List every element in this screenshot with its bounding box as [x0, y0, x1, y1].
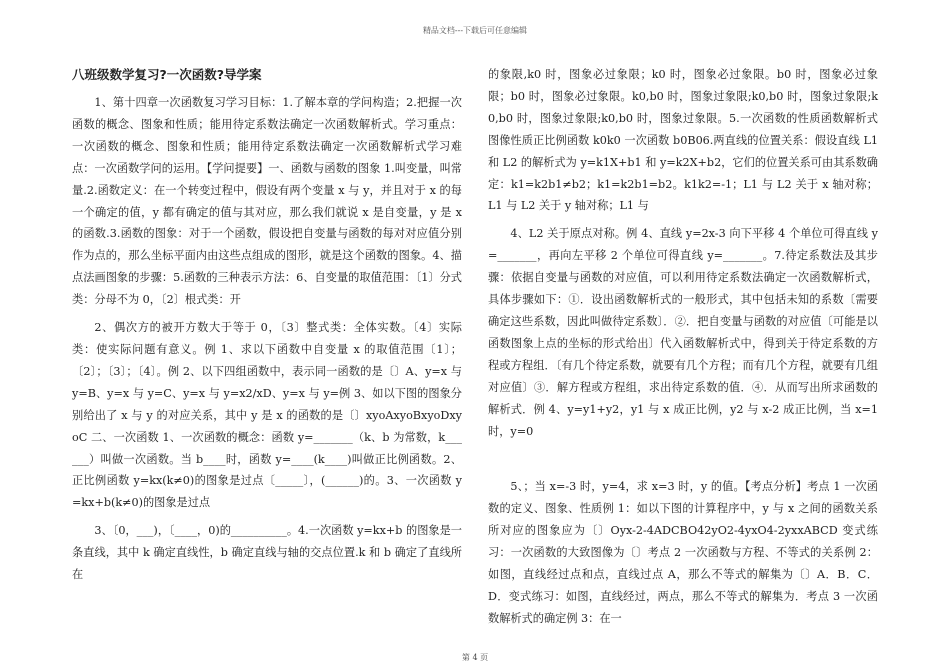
left-column [72, 64, 462, 586]
page-header: 精品文档---下载后可任意编辑 [422, 26, 528, 35]
paragraph-continued: 的象限,k0 时，图象必过象限；k0 时，图象必过象限。b0 时，图象必过象限；b0 时，图象必过象限。k0,b0 时，图象过象限;k0,b0 时，图象过象限;k0,b0 时，图象过象限;k0,b0 时，图象过象限。5.一次函数的性质函数解析式图像性质正比例函数 k0k0 一次函数 b0B06.两直线的位置关系：假设直线 L1 和 L2 的解析式为 y=k1X+b1 和 y=k2X+b2，它们的位置关系可由其系数确定：k1=k2b1≠b2；k1=k2b1=b2。k1k2=-1；L1 与 L2 关于 x 轴对称；L1 与 L2 关于 y 轴对称；L1 与 [488, 68, 878, 213]
paragraph-5: 5、；当 x=-3 时，y=4，求 x=3 时，y 的值。【考点分析】考点 1 一次函数的定义、图象、性质例 1：如以下图的计算程序中，y 与 x 之间的函数关系所对应的图象应为〔〕Oyx-2-4ADCBO42yO2-4yxO4-2yxxABCD 变式练习：一次函数的大致图像为〔〕考点 2 一次函数与方程、不等式的关系例 2：如图，直线经过点和点，直线过点 A，那么不等式的解集为〔〕A．B．C．D．变式练习：如图，直线经过，两点，那么不等式的解集为．考点 3 一次函数解析式的确定例 3：在一 [488, 480, 878, 625]
paragraph-3: 3、〔0，___)，〔____，0)的__________。4.一次函数 y=kx+b 的图象是一条直线，其中 k 确定直线性，b 确定直线与轴的交点位置.k 和 b 确定了直线所在 [72, 524, 462, 582]
right-column [488, 64, 878, 630]
page-number: 第 4 页 [461, 653, 489, 662]
document-title: 八班级数学复习?一次函数?导学案 [72, 67, 262, 82]
paragraph-1: 1、第十四章一次函数复习学习目标：1.了解本章的学问构造；2.把握一次函数的概念、图象和性质；能用待定系数法确定一次函数解析式。学习重点：一次函数的概念、图象和性质；能用待定系数法确定一次函数解析式学习难点：一次函数学问的运用。【学问提要】一、函数与函数的图象 1.叫变量，叫常量.2.函数定义：在一个转变过程中，假设有两个变量 x 与 y，并且对于 x 的每一个确定的值，y 都有确定的值与其对应，那么我们就说 x 是自变量，y 是 x 的函数.3.函数的图象：对于一个函数，假设把自变量与函数的每对对应值分别作为点的，那么坐标平面内由这些点组成的图形，就是这个函数的图象。4、描点法画图象的步骤：5.函数的三种表示方法：6、自变量的取值范围：〔1〕分式类：分母不为 0，〔2〕根式类：开 [72, 96, 462, 307]
paragraph-4: 4、L2 关于原点对称。例 4、直线 y=2x-3 向下平移 4 个单位可得直线 y=_______，再向左平移 2 个单位可得直线 y=_______。7.待定系数法及其步骤：依据自变量与函数的对应值，可以利用待定系数法确定一次函数解析式，具体步骤如下：①．设出函数解析式的一般形式，其中包括未知的系数〔需要确定这些系数，因此叫做待定系数〕．②．把自变量与函数的对应值〔可能是以函数图象上点的坐标的形式给出〕代入函数解析式中，得到关于待定系数的方程或方程组．〔有几个待定系数，就要有几个方程；而有几个方程，就要有几组对应值〕③．解方程或方程组，求出待定系数的值．④．从而写出所求函数的解析式．例 4、y=y1+y2，y1 与 x 成正比例，y2 与 x-2 成正比例，当 x=1 时，y=0 [488, 227, 878, 438]
paragraph-2: 2、偶次方的被开方数大于等于 0，〔3〕整式类：全体实数。〔4〕实际类：使实际问题有意义。例 1、求以下函数中自变量 x 的取值范围〔1〕；〔2〕；〔3〕；〔4〕。例 2、以下四组函数中，表示同一函数的是〔〕A、y=x 与 y=B、y=x 与 y=C、y=x 与 y=x2/xD、y=x 与 y=例 3、如以下图的图象分别给出了 x 与 y 的对应关系，其中 y 是 x 的函数的是〔〕xyoAxyoBxyoDxyoC 二、一次函数 1、一次函数的概念：函数 y=_______（k、b 为常数，k______）叫做一次函数。当 b____时，函数 y=____(k____)叫做正比例函数。2、正比例函数 y=kx(k≠0)的图象是过点〔_____〕，(______)的。3、一次函数 y=kx+b(k≠0)的图象是过点 [72, 321, 462, 510]
